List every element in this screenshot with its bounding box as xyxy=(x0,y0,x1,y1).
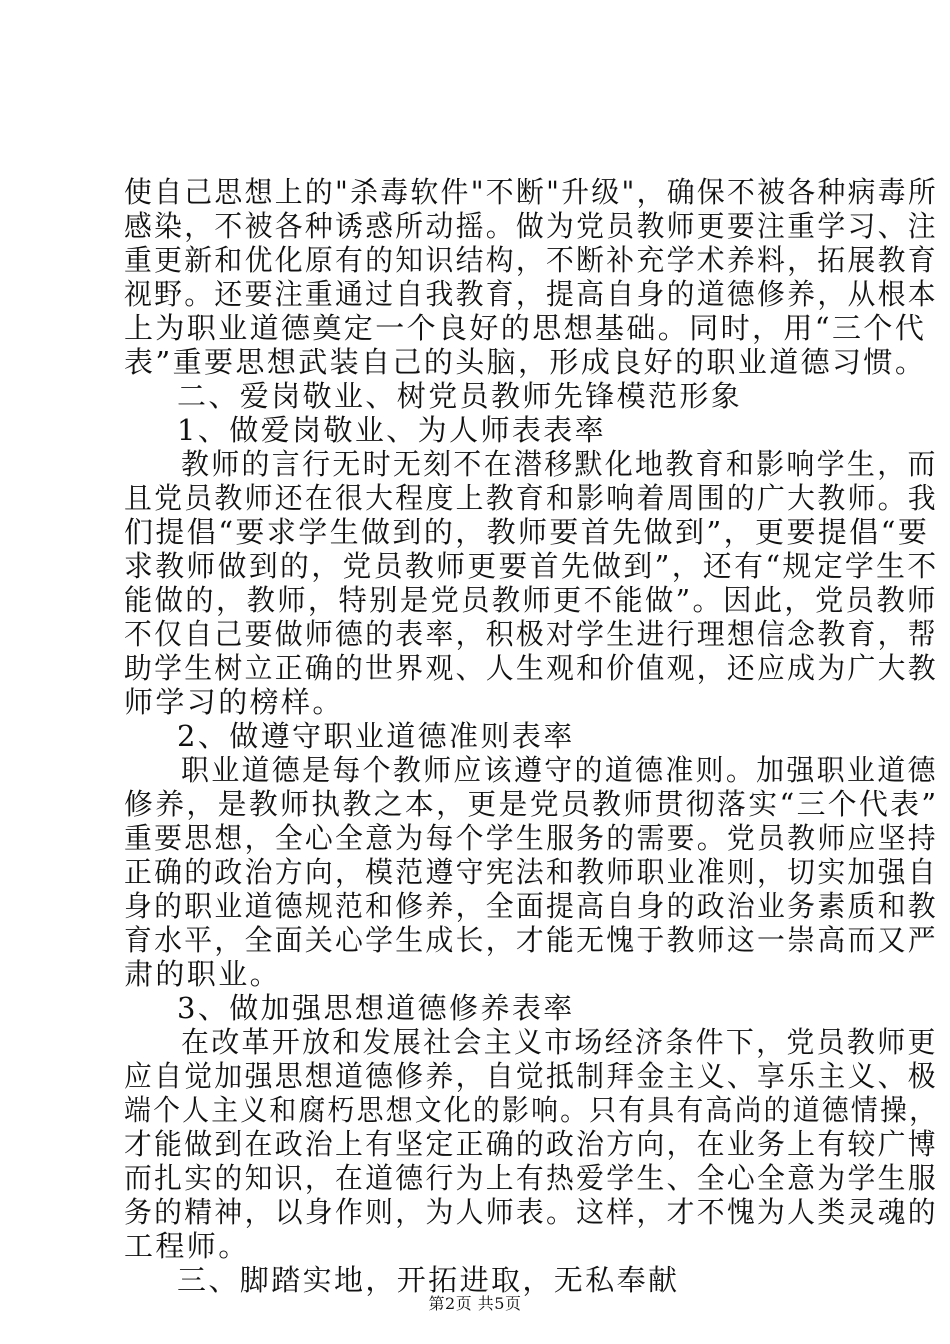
text-line: 修养，是教师执教之本，更是党员教师贯彻落实“三个代表” xyxy=(124,787,939,821)
text-line: 而扎实的知识，在道德行为上有热爱学生、全心全意为学生服 xyxy=(124,1161,938,1195)
text-line: 教师的言行无时无刻不在潜移默化地教育和影响学生，而 xyxy=(181,447,938,481)
text-line: 正确的政治方向，模范遵守宪法和教师职业准则，切实加强自 xyxy=(124,855,938,889)
text-line: 上为职业道德奠定一个良好的思想基础。同时，用“三个代 xyxy=(124,311,927,345)
text-line: 师学习的榜样。 xyxy=(124,685,344,719)
text-line: 端个人主义和腐朽思想文化的影响。只有具有高尚的道德情操， xyxy=(124,1093,939,1127)
text-line: 务的精神，以身作则，为人师表。这样，才不愧为人类灵魂的 xyxy=(124,1195,938,1229)
text-line: 感染，不被各种诱惑所动摇。做为党员教师更要注重学习、注 xyxy=(124,209,938,243)
text-line: 能做的，教师，特别是党员教师更不能做”。因此，党员教师 xyxy=(124,583,938,617)
subsection-heading: 3、做加强思想道德修养表率 xyxy=(177,991,575,1025)
subsection-heading: 1、做爱岗敬业、为人师表表率 xyxy=(177,413,607,447)
text-line: 在改革开放和发展社会主义市场经济条件下，党员教师更 xyxy=(181,1025,938,1059)
section-heading: 三、脚踏实地，开拓进取，无私奉献 xyxy=(177,1263,680,1297)
text-line: 职业道德是每个教师应该遵守的道德准则。加强职业道德 xyxy=(181,753,938,787)
text-line: 身的职业道德规范和修养，全面提高自身的政治业务素质和教 xyxy=(124,889,938,923)
text-line: 们提倡“要求学生做到的，教师要首先做到”，更要提倡“要 xyxy=(124,515,930,549)
text-line: 视野。还要注重通过自我教育，提高自身的道德修养，从根本 xyxy=(124,277,938,311)
text-line: 应自觉加强思想道德修养，自觉抵制拜金主义、享乐主义、极 xyxy=(124,1059,938,1093)
text-line: 重要思想，全心全意为每个学生服务的需要。党员教师应坚持 xyxy=(124,821,938,855)
text-line: 且党员教师还在很大程度上教育和影响着周围的广大教师。我 xyxy=(124,481,938,515)
page-number-footer: 第2页 共5页 xyxy=(428,1294,522,1313)
text-line: 表”重要思想武装自己的头脑，形成良好的职业道德习惯。 xyxy=(124,345,927,379)
text-line: 求教师做到的，党员教师更要首先做到”，还有“规定学生不 xyxy=(124,549,939,583)
text-line: 工程师。 xyxy=(124,1229,250,1263)
section-heading: 二、爱岗敬业、树党员教师先锋模范形象 xyxy=(177,379,743,413)
text-line: 育水平，全面关心学生成长，才能无愧于教师这一崇高而又严 xyxy=(124,923,938,957)
text-line: 助学生树立正确的世界观、人生观和价值观，还应成为广大教 xyxy=(124,651,938,685)
text-line: 使自己思想上的"杀毒软件"不断"升级"，确保不被各种病毒所 xyxy=(124,175,939,209)
subsection-heading: 2、做遵守职业道德准则表率 xyxy=(177,719,575,753)
text-line: 肃的职业。 xyxy=(124,957,282,991)
text-line: 重更新和优化原有的知识结构，不断补充学术养料，拓展教育 xyxy=(124,243,938,277)
text-line: 才能做到在政治上有坚定正确的政治方向，在业务上有较广博 xyxy=(124,1127,938,1161)
text-line: 不仅自己要做师德的表率，积极对学生进行理想信念教育，帮 xyxy=(124,617,938,651)
